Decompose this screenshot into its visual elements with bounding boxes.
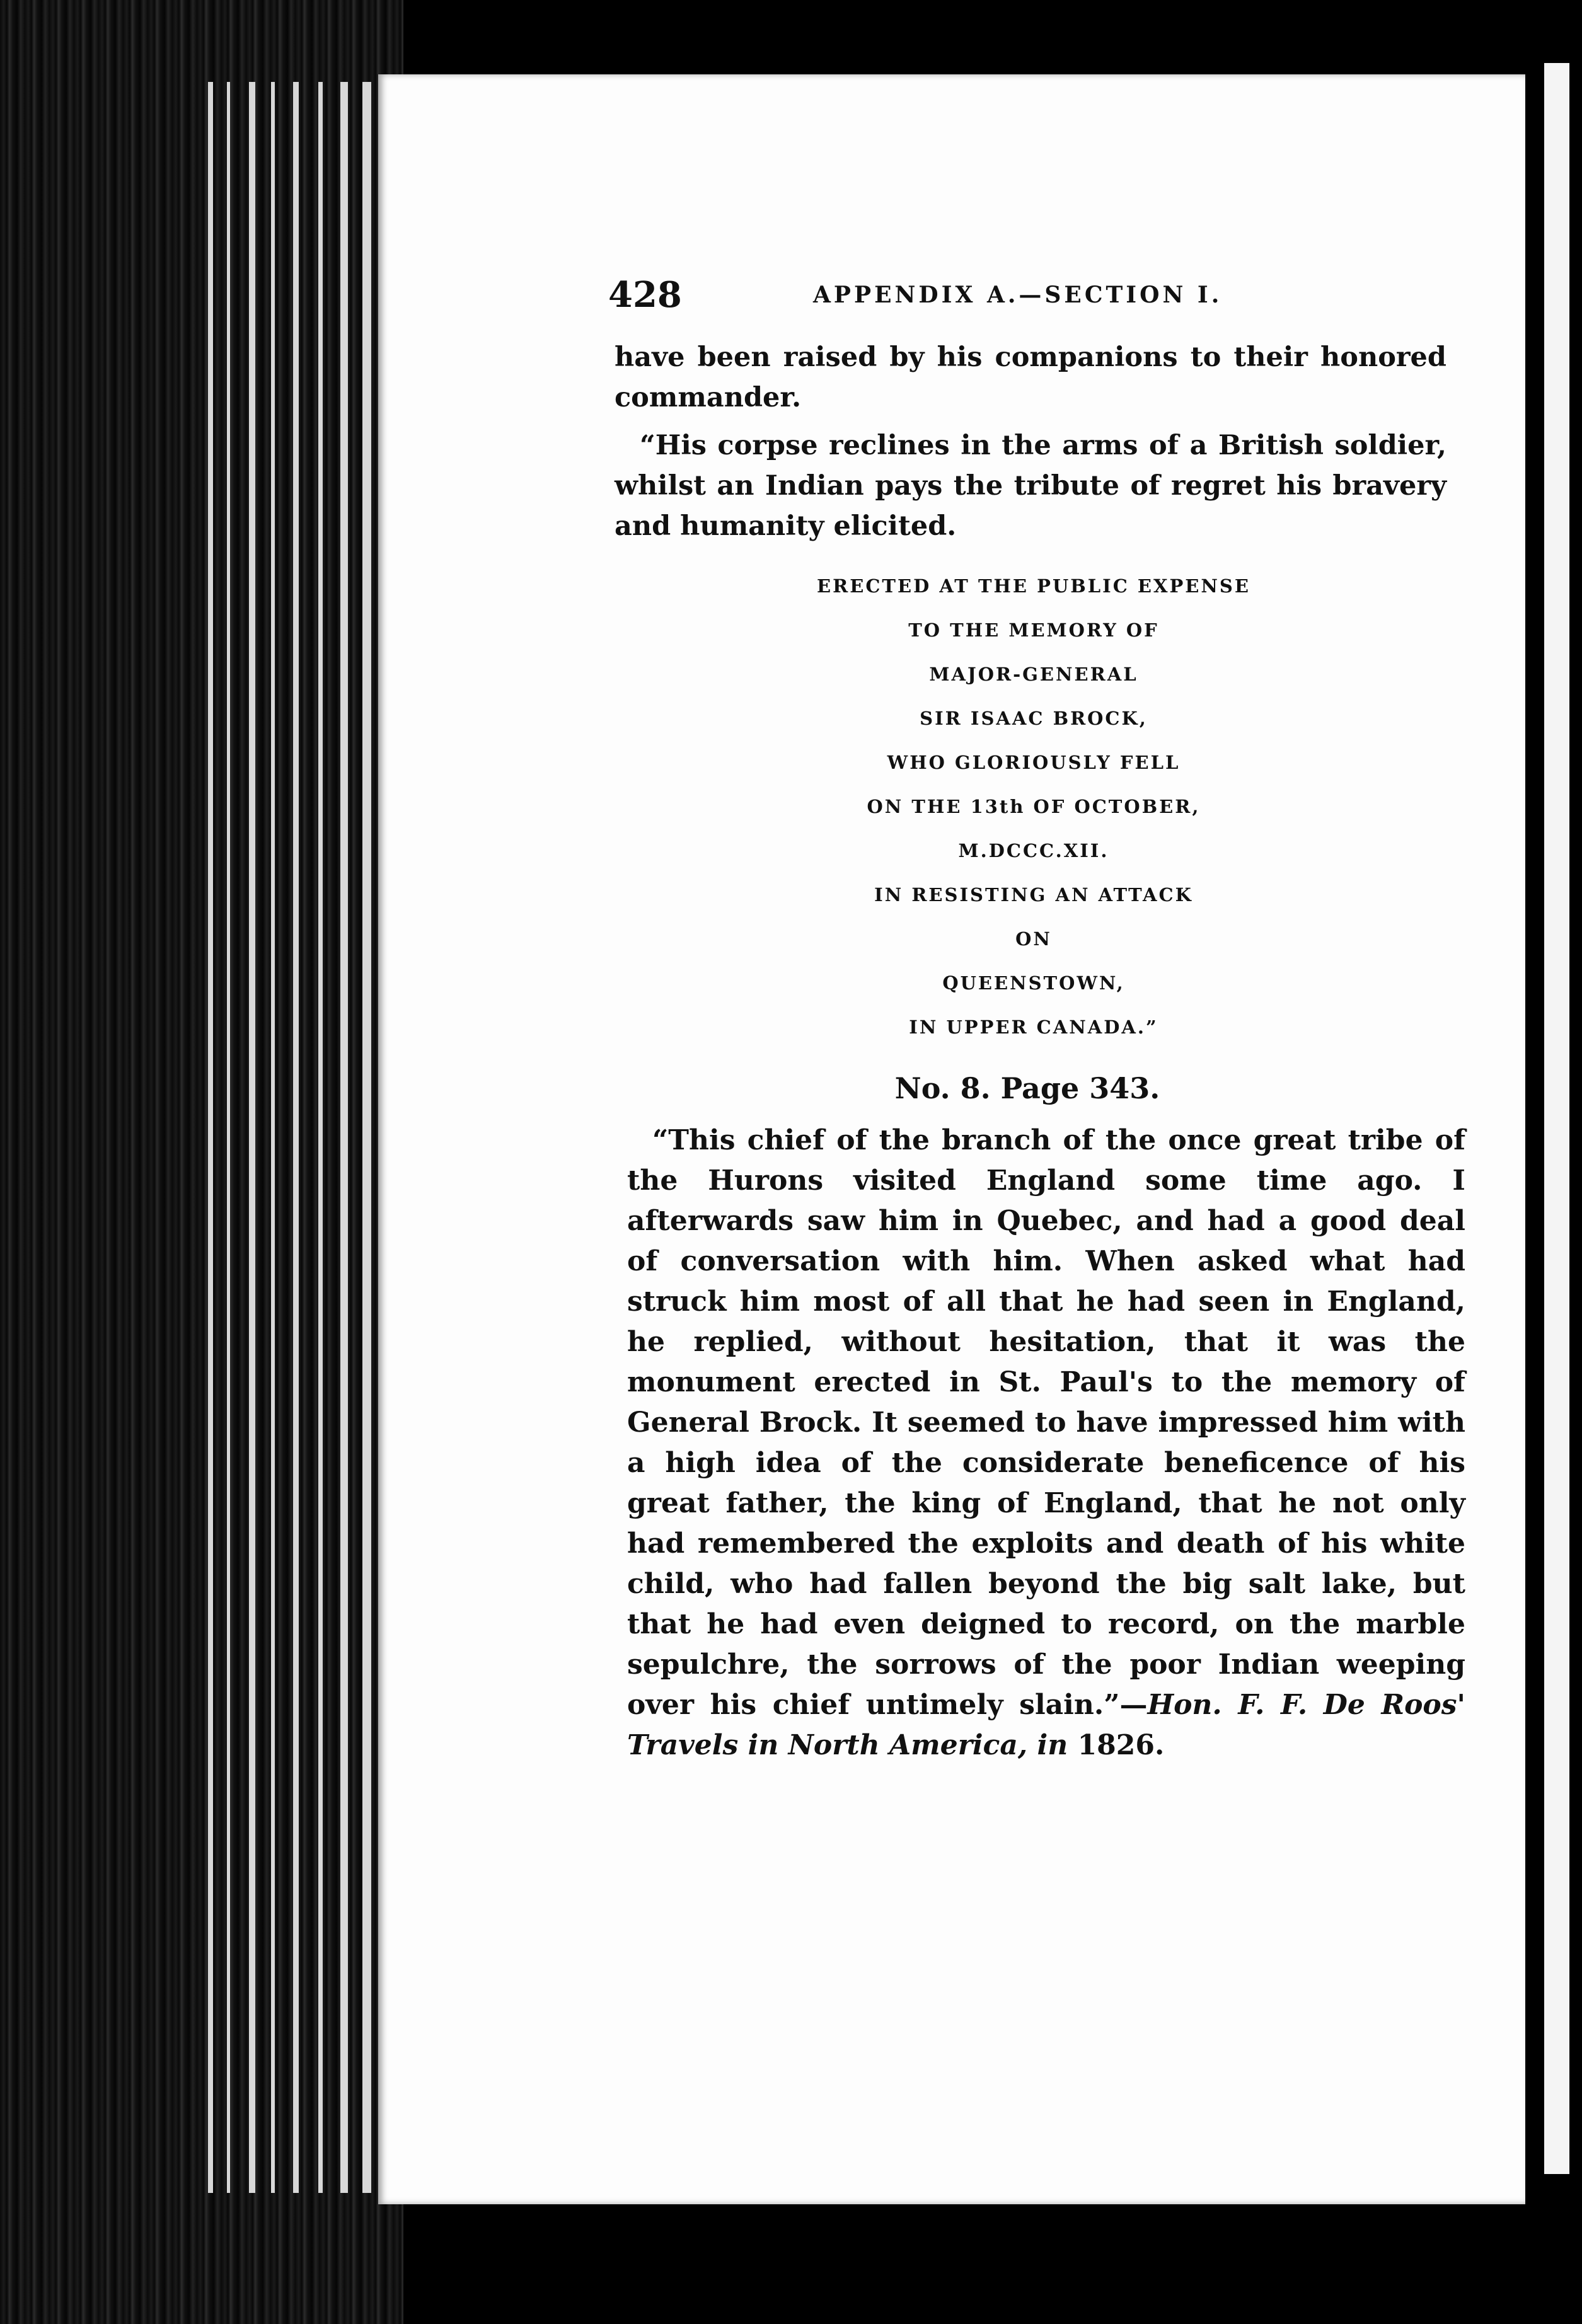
monument-inscription xyxy=(719,564,1349,1049)
quote-year: 1826. xyxy=(1077,1729,1165,1761)
page-number: 428 xyxy=(608,274,682,316)
inscription-line: IN RESISTING AN ATTACK xyxy=(874,884,1193,906)
inscription-line: TO THE MEMORY OF xyxy=(908,619,1159,641)
page-header xyxy=(608,274,1238,325)
book-page-edges xyxy=(0,0,403,2324)
inscription-line: QUEENSTOWN, xyxy=(942,972,1125,994)
quote-text: “This chief of the branch of the once great tribe of the Hurons visited England some time ago. I afterwards saw him in Quebec, and had a good deal of conversation with him. When asked what had struck him most of all that he had seen in England, he replied, without hesitation, that it was the monument erected in St. Paul's to the memory of General Brock. It seemed to have impressed him with a high idea of the considerate beneficence of his great father, the king of England, that he not only had remembered the exploits and death of his white child, who had fallen beyond the big salt lake, but that he had even deigned to record, on the marble sepulchre, the sorrows of the poor Indian weeping over his chief untimely slain.”— xyxy=(627,1124,1465,1721)
quote-citation: Hon. F. F. De Roos' Travels in North America, in xyxy=(627,1689,1466,1761)
section-heading: No. 8. Page 343. xyxy=(894,1071,1160,1105)
paragraph-1: have been raised by his companions to their honored commander. xyxy=(615,342,1446,413)
inscription-line: ON THE 13th OF OCTOBER, xyxy=(867,796,1201,817)
inscription-line: IN UPPER CANADA.” xyxy=(909,1016,1158,1038)
inscription-line: WHO GLORIOUSLY FELL xyxy=(887,752,1181,773)
inscription-line: SIR ISAAC BROCK, xyxy=(920,708,1148,729)
quotation-paragraph xyxy=(627,1120,1465,1766)
inscription-line: ERECTED AT THE PUBLIC EXPENSE xyxy=(817,575,1250,597)
facing-page-edge xyxy=(1544,63,1569,2174)
inscription-line: M.DCCC.XII. xyxy=(958,840,1109,861)
inscription-line: MAJOR-GENERAL xyxy=(929,664,1138,685)
inscription-line: ON xyxy=(1015,928,1052,950)
running-title: APPENDIX A.—SECTION I. xyxy=(813,282,1223,308)
paragraph-2: “His corpse reclines in the arms of a British soldier, whilst an Indian pays the tribute of regret his bravery and humanity elicited. xyxy=(615,430,1446,542)
